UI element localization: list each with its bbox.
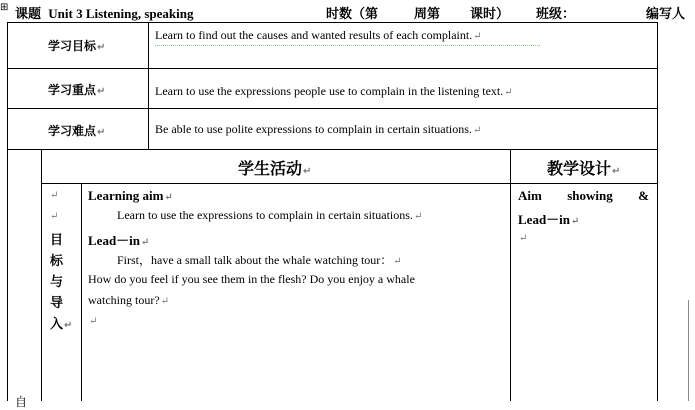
- table-right-border: [657, 22, 658, 401]
- label-column-divider: [148, 22, 149, 149]
- section-vertical-label: 目 标 与 导 入↵: [50, 233, 73, 332]
- hours-label: 时数（第: [326, 7, 379, 22]
- author-label: 编写人: [646, 7, 686, 22]
- course-title-label: 课题: [15, 7, 42, 22]
- learning-aim-text[interactable]: Learn to use the expressions to complain in certain situations.↵: [117, 208, 423, 222]
- empty-para-mark-1: ↵: [50, 190, 59, 201]
- key-points-text[interactable]: Learn to use the expressions people use to complain in the listening text.↵: [155, 84, 513, 98]
- table-outer-edge: [688, 300, 689, 401]
- vertical-label-divider: [81, 183, 82, 401]
- empty-para-mark-4: ↵: [519, 233, 528, 244]
- class-label: 班级：: [536, 7, 576, 22]
- empty-para-mark-2: ↵: [50, 211, 59, 222]
- section-column-divider: [41, 149, 42, 401]
- learning-aim-heading[interactable]: Learning aim↵: [88, 188, 173, 203]
- key-points-label: 学习重点↵: [48, 83, 106, 97]
- row-divider-2: [7, 108, 658, 109]
- course-title: Unit 3 Listening, speaking: [48, 6, 194, 21]
- design-line-2[interactable]: Lead－in↵: [518, 212, 580, 227]
- lead-in-text[interactable]: First，have a small talk about the whale watching tour：↵: [117, 253, 402, 267]
- design-column-divider: [510, 149, 511, 401]
- design-line-1[interactable]: Aim showing &: [518, 188, 649, 203]
- difficulties-label: 学习难点↵: [48, 124, 106, 138]
- objective-text[interactable]: Learn to find out the causes and wanted results of each complaint.↵: [155, 28, 540, 46]
- side-fragment-char: 自: [15, 395, 28, 409]
- week-label: 周第: [414, 7, 441, 22]
- empty-para-mark-3: ↵: [89, 316, 98, 327]
- header-bar: [15, 3, 193, 22]
- student-activity-header: 学生活动↵: [238, 159, 312, 178]
- table-move-handle[interactable]: ⊞: [0, 2, 9, 13]
- period-label: 课时）: [470, 7, 510, 22]
- lead-in-heading[interactable]: Lead－in↵: [88, 233, 150, 248]
- difficulties-text[interactable]: Be able to use polite expressions to complain in certain situations.↵: [155, 122, 482, 136]
- question-line-1[interactable]: How do you feel if you see them in the flesh? Do you enjoy a whale: [88, 272, 415, 286]
- question-line-2[interactable]: watching tour?↵: [88, 293, 170, 307]
- table-top-border: [7, 22, 658, 23]
- header-row-divider: [41, 183, 658, 184]
- teaching-design-header: 教学设计↵: [547, 159, 621, 178]
- table-left-border: [7, 22, 8, 401]
- row-divider-1: [7, 68, 658, 69]
- objective-label: 学习目标↵: [48, 39, 106, 53]
- row-divider-3: [7, 149, 658, 150]
